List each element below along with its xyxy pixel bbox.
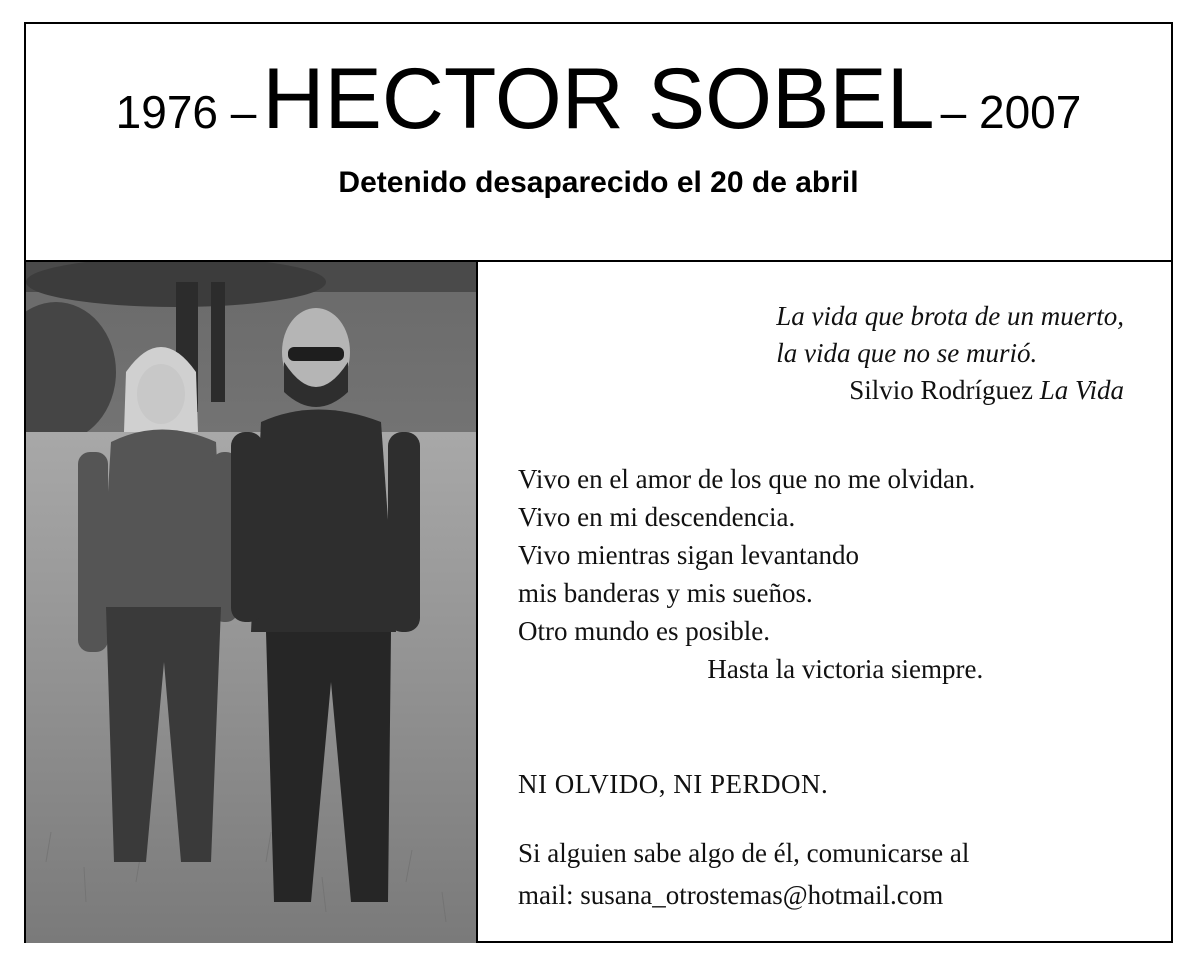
epigraph	[776, 298, 1124, 409]
poem-line: Vivo en mi descendencia.	[518, 502, 796, 532]
contact-line-1: Si alguien sabe algo de él, comunicarse al	[518, 838, 970, 868]
slogan: NI OLVIDO, NI PERDON.	[518, 769, 829, 799]
person-name: HECTOR SOBEL	[262, 51, 935, 147]
poem-line: Otro mundo es posible.	[518, 616, 770, 646]
poem-line: Vivo en el amor de los que no me olvidan.	[518, 464, 976, 494]
epigraph-line-2: la vida que no se murió.	[776, 338, 1038, 368]
subtitle: Detenido desaparecido el 20 de abril	[338, 166, 859, 199]
contact-info	[518, 832, 969, 916]
title-row	[26, 50, 1171, 149]
couple-photo	[26, 262, 478, 943]
epigraph-attribution	[776, 372, 1124, 409]
quote-work: La Vida	[1039, 375, 1124, 405]
year-start: 1976 –	[115, 86, 257, 138]
header	[26, 24, 1171, 262]
quote-author: Silvio Rodríguez	[849, 375, 1033, 405]
poem	[518, 460, 984, 688]
poem-closing: Hasta la victoria siempre.	[707, 654, 984, 684]
text-column	[478, 262, 1171, 941]
poem-line: Vivo mientras sigan levantando	[518, 540, 860, 570]
year-end: – 2007	[940, 86, 1082, 138]
contact-email: mail: susana_otrostemas@hotmail.com	[518, 880, 944, 910]
poem-line: mis banderas y mis sueños.	[518, 578, 813, 608]
memorial-notice	[24, 22, 1173, 943]
photo-illustration	[26, 262, 476, 943]
epigraph-line-1: La vida que brota de un muerto,	[776, 301, 1124, 331]
